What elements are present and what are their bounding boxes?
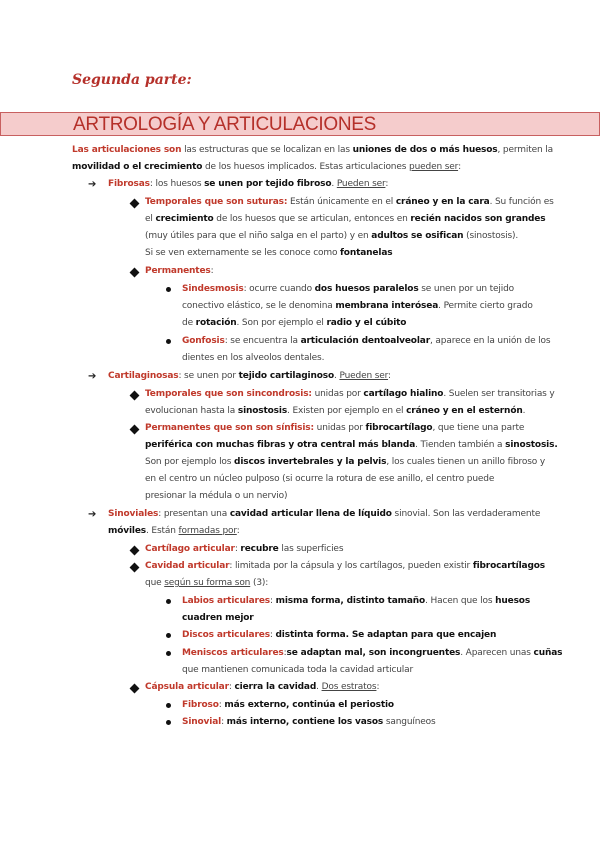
diamond-bullet-icon [130,425,140,435]
arrow-bullet-icon: ➔ [88,371,97,382]
bold-text: dos huesos paralelos [314,284,419,294]
underlined-text: Pueden ser [339,371,389,381]
text: : [236,526,240,536]
text: de los huesos implicados. Estas articulaciones [202,162,410,172]
bold-text: sinostosis [237,406,288,416]
bold-text: móviles [108,526,147,536]
text: en el centro un núcleo pulposo (si ocurre la rotura de ese anillo, el centro puede [145,474,495,484]
bold-text: articulación dentoalveolar [300,336,430,346]
text: se unen por un tejido [418,284,515,294]
suturas-line-2 [145,213,545,226]
permanentes-line [145,265,214,278]
bold-text: fibrocartílago [365,423,433,433]
text: : presentan una [158,509,230,519]
part-title: Segunda parte: [72,72,192,88]
diamond-bullet-icon [130,199,140,209]
term: Cartílago articular [145,544,235,554]
term: Las articulaciones son [72,145,182,155]
text: unidas por [311,389,364,399]
text: presionar la médula o un nervio) [145,491,288,501]
cartilago-articular-line [145,543,343,556]
text: . Hacen que los [425,596,496,606]
term: Permanentes que son son sínfisis: [145,423,314,433]
meniscos-line-2 [182,664,413,677]
sindesmosis-line-3 [182,317,406,330]
text: : [228,682,235,692]
bold-text: fontanelas [340,248,393,258]
text: . Permite cierto grado [438,301,533,311]
suturas-line-1 [145,196,554,209]
sincondrosis-line-1 [145,388,555,401]
bold-text: más externo, continúa el periostio [224,700,394,710]
text: : [210,266,214,276]
text: (3): [250,578,269,588]
dot-bullet-icon [166,703,171,708]
text: . Están [146,526,179,536]
text: el [145,214,156,224]
text: : se encuentra la [224,336,301,346]
term: Discos articulares [182,630,270,640]
term: Fibrosas [108,179,150,189]
underlined-text: pueden ser [409,162,459,172]
underlined-text: Dos estratos [321,682,377,692]
suturas-line-3 [145,230,518,243]
text: : [458,162,461,172]
bold-text: cráneo y en la cara [395,197,490,207]
text: : [234,544,241,554]
arrow-bullet-icon: ➔ [88,509,97,520]
diamond-bullet-icon [130,391,140,401]
gonfosis-line-2 [182,352,324,365]
bold-text: cráneo y en el esternón [406,406,523,416]
section-title: ARTROLOGÍA Y ARTICULACIONES [73,114,377,135]
text: . Son por ejemplo el [236,318,327,328]
text: . [522,406,526,416]
term: Temporales que son sincondrosis: [145,389,312,399]
bold-text: tejido cartilaginoso [238,371,335,381]
text: de [182,318,196,328]
bold-text: uniones de dos o más huesos [352,145,498,155]
meniscos-line-1 [182,647,562,660]
text: : se unen por [178,371,239,381]
fibrosas-line [108,178,388,191]
text: evolucionan hasta la [145,406,238,416]
text: . [316,682,322,692]
text: , que tiene una parte [432,423,525,433]
text: . [334,371,340,381]
bold-text: cierra la cavidad [234,682,317,692]
text: , permiten la [497,145,553,155]
text: , los cuales tienen un anillo fibroso y [386,457,545,467]
text: unidas por [313,423,366,433]
bold-text: radio y el cúbito [326,318,407,328]
text: . [331,179,337,189]
dot-bullet-icon [166,633,171,638]
bold-text: distinta forma. Se adaptan para que encajen [275,630,497,640]
sinfisis-line-5 [145,490,287,503]
labios-line-1 [182,595,530,608]
dot-bullet-icon [166,287,171,292]
sinoviales-line-1 [108,508,540,521]
text: Si se ven externamente se les conoce como [145,248,341,258]
capsula-line [145,681,379,694]
term: Labios articulares [182,596,271,606]
cavidad-articular-line-2 [145,577,268,590]
bold-text: recién nacidos son grandes [410,214,546,224]
sindesmosis-line-1 [182,283,514,296]
text: : [218,700,225,710]
diamond-bullet-icon [130,563,140,573]
text: : [385,179,389,189]
suturas-line-4 [145,247,392,260]
text: (sinostosis). [463,231,519,241]
text: las superficies [278,544,344,554]
bold-text: crecimiento [155,214,214,224]
text: que [145,578,165,588]
text: las estructuras que se localizan en las [181,145,353,155]
text: : [376,682,380,692]
term: Gonfosis [182,336,225,346]
text: : [269,630,276,640]
bold-text: se unen por tejido fibroso [204,179,332,189]
text: . Existen por ejemplo en el [287,406,407,416]
underlined-text: formadas por [178,526,237,536]
text: : [221,717,227,727]
term: Sinovial [182,717,222,727]
bold-text: recubre [240,544,279,554]
bold-text: huesos [495,596,531,606]
bold-text: discos invertebrales y la pelvis [234,457,387,467]
sinovial-line [182,716,436,729]
text: . Tienden también a [415,440,506,450]
sincondrosis-line-2 [145,405,525,418]
term: Temporales que son suturas: [145,197,288,207]
bold-text: sinostosis. [505,440,558,450]
bold-text: más interno, contiene los vasos [226,717,384,727]
arrow-bullet-icon: ➔ [88,179,97,190]
text: . Suelen ser transitorias y [443,389,555,399]
term: Cartilaginosas [108,371,179,381]
bold-text: membrana interósea [335,301,439,311]
dot-bullet-icon [166,720,171,725]
underlined-text: según su forma son [164,578,251,588]
text: : ocurre cuando [243,284,315,294]
diamond-bullet-icon [130,684,140,694]
bold-text: fibrocartílagos [472,561,546,571]
text: conectivo elástico, se le denomina [182,301,336,311]
sinfisis-line-2 [145,439,558,452]
text: , aparece en la unión de los [430,336,551,346]
text: dientes en los alveolos dentales. [182,353,325,363]
bold-text: cuadren mejor [182,613,254,623]
text: : los huesos [149,179,205,189]
bold-text: cavidad articular llena de líquido [229,509,392,519]
text: Están únicamente en el [287,197,396,207]
bold-text: adultos se osifican [371,231,464,241]
diamond-bullet-icon [130,546,140,556]
term: Cavidad articular [145,561,230,571]
dot-bullet-icon [166,339,171,344]
section-header [0,112,600,136]
sinoviales-line-2 [108,525,240,538]
text: . Su función es [489,197,554,207]
sindesmosis-line-2 [182,300,533,313]
text: Son por ejemplo los [145,457,235,467]
term: Fibroso [182,700,219,710]
bold-text: misma forma, distinto tamaño [275,596,426,606]
diamond-bullet-icon [130,268,140,278]
term: Permanentes [145,266,211,276]
bold-text: movilidad o el crecimiento [72,162,203,172]
gonfosis-line-1 [182,335,550,348]
cavidad-articular-line-1 [145,560,545,573]
bold-text: rotación [195,318,237,328]
bold-text: se adaptan mal, son incongruentes [286,648,461,658]
intro-line-2 [72,161,461,174]
term: Cápsula articular [145,682,229,692]
text: . Aparecen unas [460,648,534,658]
dot-bullet-icon [166,599,171,604]
text: sanguíneos [383,717,436,727]
text: : [388,371,391,381]
dot-bullet-icon [166,651,171,656]
sinfisis-line-3 [145,456,545,469]
labios-line-2 [182,612,254,625]
fibroso-line [182,699,394,712]
text: (muy útiles para que el niño salga en el parto) y en [145,231,372,241]
discos-line [182,629,496,642]
cartilaginosas-line [108,370,391,383]
text: : [270,596,276,606]
intro-line-1 [72,144,553,157]
text: de los huesos que se articulan, entonces en [213,214,411,224]
text: sinovial. Son las verdaderamente [391,509,541,519]
bold-text: periférica con muchas fibras y otra central más blanda [145,440,416,450]
underlined-text: Pueden ser [336,179,386,189]
term: Sinoviales [108,509,159,519]
text: : [283,648,287,658]
bold-text: cartílago hialino [363,389,444,399]
text: que mantienen comunicada toda la cavidad articular [182,665,414,675]
bold-text: cuñas [533,648,563,658]
sinfisis-line-1 [145,422,524,435]
term: Meniscos articulares [182,648,284,658]
text: : limitada por la cápsula y los cartílagos, pueden existir [229,561,473,571]
term: Sindesmosis [182,284,244,294]
sinfisis-line-4 [145,473,494,486]
